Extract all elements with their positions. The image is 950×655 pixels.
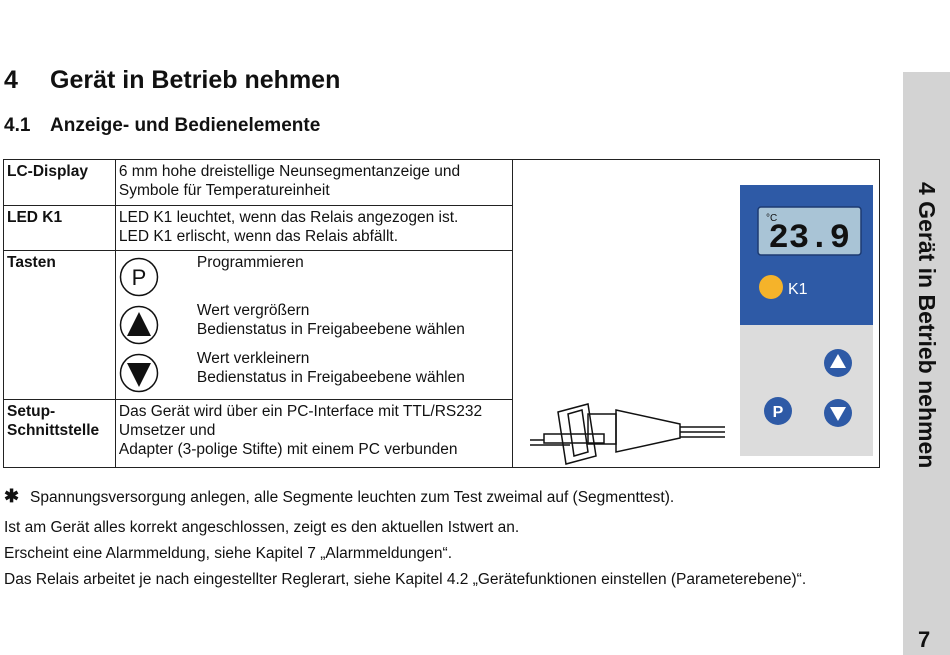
note-text: Spannungsversorgung anlegen, alle Segmente leuchten zum Test zweimal auf (Segmenttest). [30,489,675,506]
body-line: Das Relais arbeitet je nach eingestellter Reglerart, siehe Kapitel 4.2 „Gerätefunktionen einstellen (Parameterebene)“. [4,571,807,588]
keys-label: Tasten [4,251,116,400]
desc-line: Symbole für Temperatureinheit [118,182,330,199]
desc-line: LED K1 erlischt, wenn das Relais abfällt. [118,228,399,245]
p-button-label: P [772,404,783,421]
table-row [4,160,880,206]
body-line: Erscheint eine Alarmmeldung, siehe Kapitel 7 „Alarmmeldungen“. [4,545,453,562]
down-arrow-key-icon [119,353,159,393]
device-lower-panel [740,325,873,456]
controller-device-image [740,185,873,456]
section-number: 4.1 [4,115,31,136]
chapter-sidebar [903,72,950,655]
bullet-note [4,486,674,507]
chapter-title: Gerät in Betrieb nehmen [50,66,341,94]
led-k1-row-label: LED K1 [4,206,116,251]
lcd-value: 23.9 [767,220,850,258]
key-line: Bedienstatus in Freigabeebene wählen [196,321,465,338]
label-line: Schnittstelle [7,422,100,439]
led-k1-label: K1 [787,281,808,298]
key-row-down [119,349,509,397]
keys-description [115,251,512,400]
key-text [197,349,465,387]
section-title: Anzeige- und Bedienelemente [50,115,321,136]
controls-table [3,159,880,468]
led-k1-icon [759,275,783,299]
desc-line: Umsetzer und [118,422,216,439]
setup-interface-description [115,400,512,468]
page-number: 7 [918,627,931,652]
chapter-number: 4 [4,66,18,94]
key-line: Programmieren [196,254,304,271]
key-line: Bedienstatus in Freigabeebene wählen [196,369,465,386]
sidebar-chapter-title: 4 Gerät in Betrieb nehmen [914,182,940,469]
p-key-icon [119,257,159,297]
desc-line: 6 mm hohe dreistellige Neunsegmentanzeige und [118,163,461,180]
setup-interface-label [4,400,116,468]
key-text [197,301,465,339]
desc-line: Das Gerät wird über ein PC-Interface mit TTL/RS232 [118,403,483,420]
key-line: Wert verkleinern [196,350,310,367]
p-key-glyph: P [131,265,147,290]
body-line: Ist am Gerät alles korrekt angeschlossen, zeigt es den aktuellen Istwert an. [4,519,520,536]
key-text [197,253,304,272]
key-row-p [119,253,509,301]
setup-adapter-icon [530,396,730,466]
key-row-up [119,301,509,349]
desc-line: LED K1 leuchtet, wenn das Relais angezogen ist. [118,209,459,226]
asterisk-icon: ✱ [4,486,20,506]
section-heading [4,115,320,137]
label-line: Setup- [7,403,56,420]
key-line: Wert vergrößern [196,302,310,319]
led-k1-description [115,206,512,251]
lc-display-label: LC-Display [4,160,116,206]
chapter-heading [4,66,340,95]
up-arrow-key-icon [119,305,159,345]
lc-display-description [115,160,512,206]
device-illustration-cell [512,160,879,468]
lcd-unit: °C [765,213,777,224]
desc-line: Adapter (3-polige Stifte) mit einem PC verbunden [118,441,458,458]
